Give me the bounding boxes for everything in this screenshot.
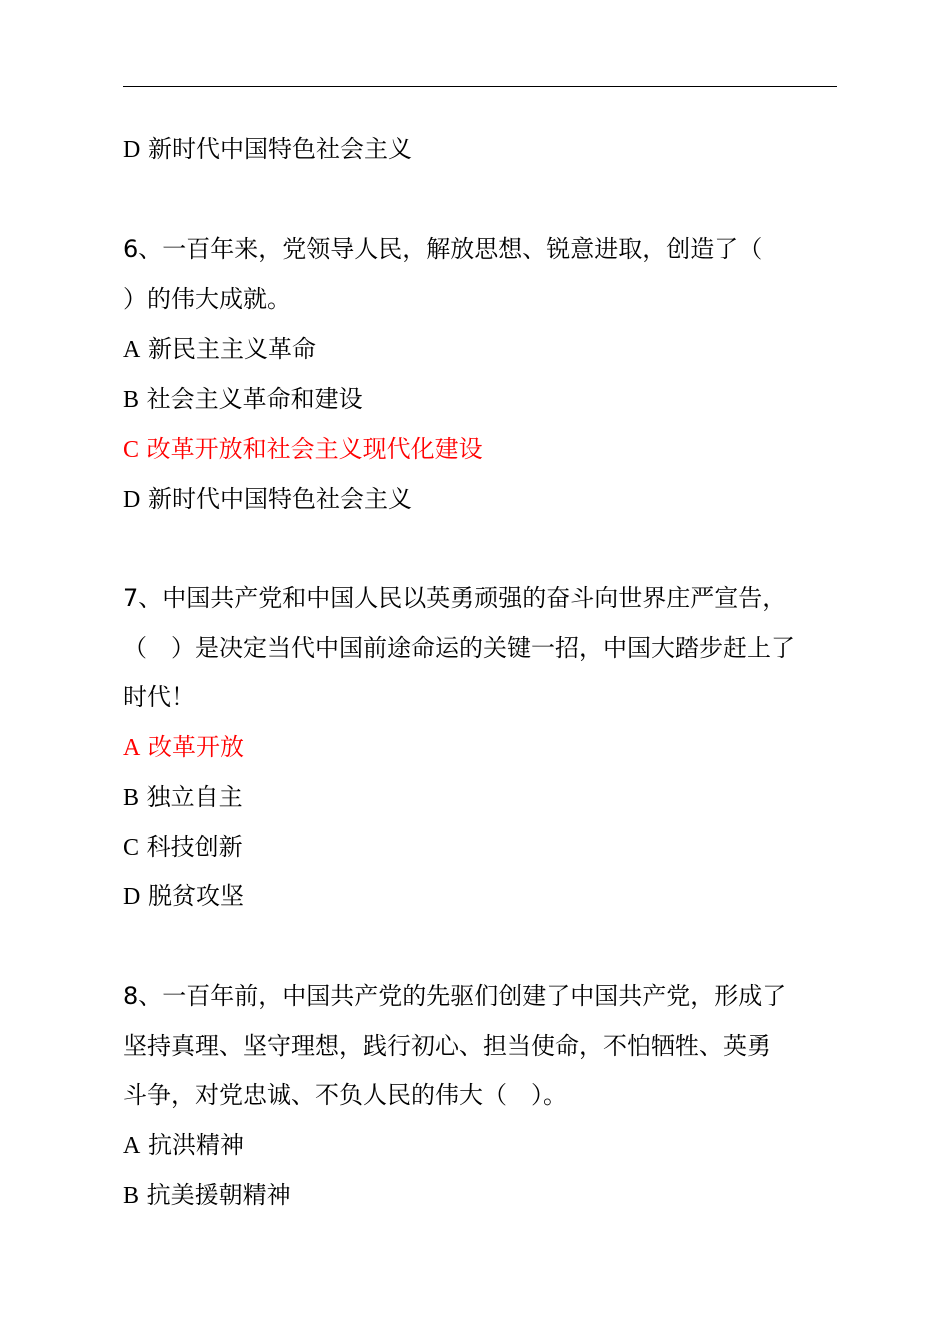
question-8-line-2: 坚持真理、坚守理想，践行初心、担当使命，不怕牺牲、英勇 [123,1032,771,1060]
question-8-line-1: 8、一百年前，中国共产党的先驱们创建了中国共产党，形成了 [123,982,787,1010]
question-8-line-3: 斗争，对党忠诚、不负人民的伟大（ ）。 [123,1081,567,1109]
question-7-line-3: 时代！ [123,683,195,711]
option-letter: C [123,437,140,463]
option-text: 新时代中国特色社会主义 [147,135,412,163]
option-letter: C [123,835,140,861]
option-text: 抗洪精神 [147,1131,244,1159]
option-text: 抗美援朝精神 [146,1181,291,1209]
question-6-option-a [123,334,843,365]
option-text: 独立自主 [146,783,243,811]
option-text: 社会主义革命和建设 [146,385,363,413]
option-letter: D [123,137,141,163]
option-letter: A [123,337,141,363]
option-text: 科技创新 [146,833,243,861]
option-text: 新时代中国特色社会主义 [147,485,412,513]
option-letter: B [123,387,140,413]
option-letter: B [123,1183,140,1209]
question-7-option-d [123,881,843,912]
option-letter: A [123,735,141,761]
question-6-line-1: 6、一百年来，党领导人民，解放思想、锐意进取，创造了（ [123,235,763,263]
question-7-option-b [123,782,843,813]
option-text: 脱贫攻坚 [147,882,244,910]
question-6-option-d [123,484,843,515]
question-6-line-2: ）的伟大成就。 [123,285,291,313]
question-7-option-a-correct [123,732,843,763]
question-7-line-2: （ ）是决定当代中国前途命运的关键一招，中国大踏步赶上了 [123,634,795,662]
option-letter: D [123,884,141,910]
option-prev-d [123,134,843,165]
question-8-option-b [123,1180,843,1211]
option-letter: B [123,785,140,811]
option-text: 改革开放 [147,733,244,761]
question-8-option-a [123,1130,843,1161]
question-6-option-c-correct [123,434,843,465]
option-letter: D [123,487,141,513]
header-rule [123,86,837,87]
option-letter: A [123,1133,141,1159]
question-6-option-b [123,384,843,415]
option-text: 新民主主义革命 [147,335,316,363]
option-text: 改革开放和社会主义现代化建设 [146,435,483,463]
question-7-option-c [123,832,843,863]
question-7-line-1: 7、中国共产党和中国人民以英勇顽强的奋斗向世界庄严宣告， [123,584,787,612]
